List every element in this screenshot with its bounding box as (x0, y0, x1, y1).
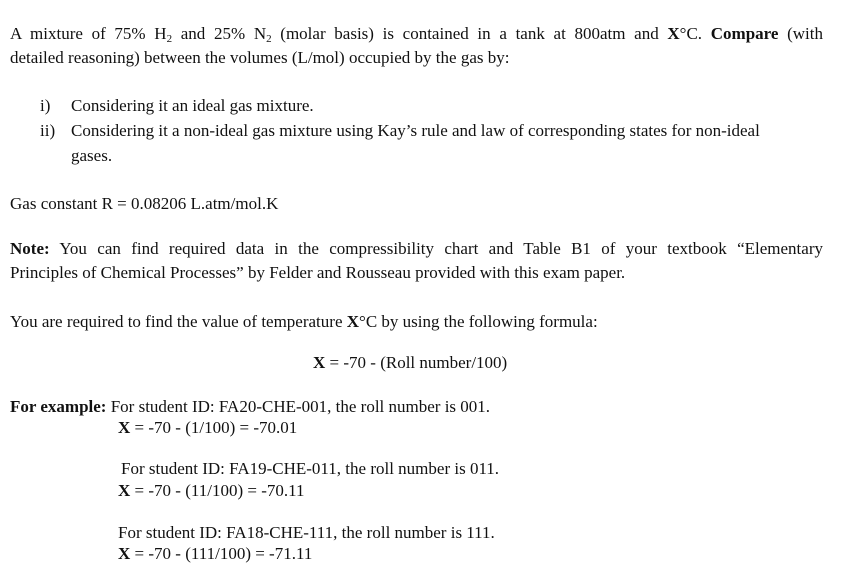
list-item-2 (40, 121, 760, 141)
compare-keyword: Compare (710, 24, 779, 43)
problem-text: °C. (679, 24, 711, 43)
example-1-formula (118, 418, 297, 438)
note-label: Note: (10, 239, 50, 258)
list-item-text: Considering it an ideal gas mixture. (71, 96, 314, 115)
note-text: You can find required data in the compressibility chart and Table B1 of your textbook “Elementary (49, 239, 823, 258)
instruction-text: You are required to find the value of temperature (10, 312, 347, 331)
list-item-number: ii) (40, 121, 56, 140)
temperature-variable: X (346, 312, 360, 331)
example-text: For student ID: FA20-CHE-001, the roll number is 001. (106, 397, 491, 416)
list-item-text: Considering it a non-ideal gas mixture using Kay’s rule and law of corresponding states for non-ideal (71, 121, 760, 140)
example-formula: = -70 - (111/100) = -71.11 (130, 544, 313, 563)
example-3: For student ID: FA18-CHE-111, the roll number is 111. (118, 523, 495, 542)
hydrogen-subscript: 2 (166, 33, 173, 45)
example-2: For student ID: FA19-CHE-011, the roll number is 011. (121, 459, 500, 478)
formula-variable: X (118, 544, 131, 563)
problem-text: (with (778, 24, 824, 43)
formula (313, 353, 507, 373)
list-item-1 (40, 96, 314, 116)
example-1 (10, 397, 490, 417)
problem-text: (molar basis) is contained in a tank at 800atm and (271, 24, 668, 43)
example-formula: = -70 - (1/100) = -70.01 (130, 418, 298, 437)
example-formula: = -70 - (11/100) = -70.11 (130, 481, 305, 500)
example-label: For example: (10, 397, 107, 416)
formula-variable: X (118, 418, 131, 437)
example-3-formula (118, 544, 312, 564)
nitrogen-subscript: 2 (266, 33, 272, 45)
example-2-formula (118, 481, 304, 501)
list-item-number: i) (40, 96, 51, 115)
problem-text: A mixture of 75% H (10, 24, 167, 43)
list-item-2-continuation: gases. (71, 146, 113, 165)
problem-line-1 (10, 24, 823, 44)
instruction-text: °C by using the following formula: (359, 312, 598, 331)
formula-variable: X (313, 353, 326, 372)
problem-line-2: detailed reasoning) between the volumes (L/mol) occupied by the gas by: (10, 48, 510, 67)
gas-constant: Gas constant R = 0.08206 L.atm/mol.K (10, 194, 279, 213)
problem-text: and 25% N (172, 24, 267, 43)
required-instruction (10, 312, 598, 332)
note-line-2: Principles of Chemical Processes” by Felder and Rousseau provided with this exam paper. (10, 263, 626, 282)
formula-expression: = -70 - (Roll number/100) (325, 353, 508, 372)
note-line-1 (10, 239, 823, 259)
temperature-variable: X (667, 24, 680, 43)
formula-variable: X (118, 481, 131, 500)
